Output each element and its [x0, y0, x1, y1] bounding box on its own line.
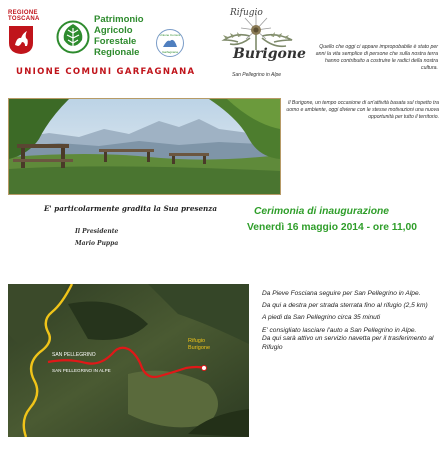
- direction-item: Da Pieve Fosciana seguire per San Pellegrino in Alpe.: [262, 290, 421, 297]
- presidente-title: Il Presidente: [75, 228, 119, 235]
- signature-block: [75, 226, 118, 250]
- tree-logo-icon: [56, 20, 90, 54]
- landscape-photo-graphic: [9, 99, 280, 194]
- story-paragraph: Il Burigone, un tempo occasione di un'attività basata sul rispetto tra uomo e ambiente, oggi diviene con le stesse motivazioni una nuova opportunità per tutto il territorio.: [286, 100, 439, 121]
- directions-text: [262, 290, 440, 356]
- direction-item: E' consigliato lasciare l'auto a San Pellegrino in Alpe.: [262, 326, 417, 334]
- round-logo-text: Unione Comuni: [159, 33, 181, 37]
- ceremony-date: Venerdì 16 maggio 2014 - ore 11,00: [247, 222, 417, 233]
- presidente-name: Mario Puppa: [75, 240, 119, 247]
- patrimonio-line: Patrimonio: [94, 14, 144, 25]
- unione-comuni-title: UNIONE COMUNI GARFAGNANA: [16, 67, 196, 77]
- direction-item: A piedi da San Pellegrino circa 35 minuti: [262, 314, 381, 322]
- map-rifugio-label: Burigone: [188, 345, 211, 351]
- invitation-line: E' particolarmente gradita la Sua presenza: [44, 204, 217, 213]
- rifugio-small-label: Rifugio: [230, 8, 263, 18]
- direction-item: Da qui sarà attivo un servizio navetta per il trasferimento al Rifugio: [262, 335, 434, 351]
- map-town-label: SAN PELLEGRINO: [52, 352, 96, 358]
- route-map-graphic: [8, 284, 249, 437]
- route-map: [8, 284, 249, 437]
- header-quote: Quello che oggi ci appare impropobabile è stato per anni la vita semplice di persone che sulla nostra terra hanno contribuito a costruire le radici della nostra cultura.: [315, 44, 438, 71]
- landscape-photo: [8, 98, 281, 195]
- ceremony-title: Cerimonia di inaugurazione: [254, 206, 390, 217]
- unione-comuni-round-logo: [155, 28, 185, 58]
- patrimonio-line: Agricolo: [94, 25, 133, 36]
- location-small-label: San Pellegrino in Alpe: [232, 72, 282, 78]
- burigone-title: Burigone: [233, 46, 306, 62]
- direction-item: Da qui a destra per strada sterrata fino al rifugio (2,5 km): [262, 302, 428, 310]
- round-logo-text: Garfagnana: [162, 50, 178, 54]
- map-town-label: SAN PELLEGRINO IN ALPE: [52, 368, 111, 373]
- regione-toscana-label: REGIONE TOSCANA: [8, 10, 40, 22]
- patrimonio-line: Regionale: [94, 47, 140, 58]
- pegasus-shield-icon: [8, 25, 34, 55]
- regione-toscana-logo: [8, 10, 46, 54]
- map-rifugio-label: Rifugio: [188, 338, 206, 344]
- patrimonio-line: Forestale: [94, 36, 137, 47]
